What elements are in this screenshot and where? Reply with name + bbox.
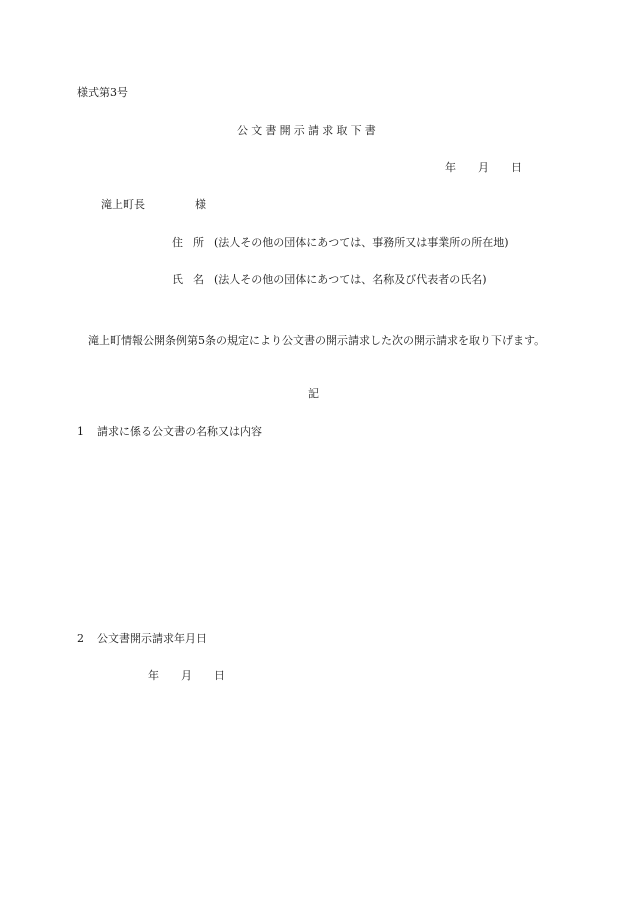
item-request-date — [77, 633, 207, 644]
item-number: 2 — [77, 632, 84, 645]
item-label: 公文書開示請求年月日 — [97, 632, 207, 645]
address-note: (法人その他の団体にあつては、事務所又は事業所の所在地) — [214, 236, 509, 249]
request-date-fields — [148, 670, 225, 681]
date-month-label: 月 — [478, 161, 489, 174]
date-year-label: 年 — [445, 161, 456, 174]
request-year-label: 年 — [148, 669, 159, 682]
requester-name-line — [172, 274, 487, 285]
requester-address-line — [172, 237, 509, 248]
form-number: 様式第3号 — [77, 86, 128, 99]
date-day-label: 日 — [511, 161, 522, 174]
name-note: (法人その他の団体にあつては、名称及び代表者の氏名) — [214, 273, 487, 286]
name-label: 氏名 — [172, 273, 214, 286]
ki-heading: 記 — [308, 387, 319, 400]
address-label: 住所 — [172, 236, 214, 249]
body-paragraph: 滝上町情報公開条例第5条の規定により公文書の開示請求した次の開示請求を取り下げます。 — [88, 334, 546, 347]
item-number: 1 — [77, 425, 84, 438]
submission-date — [445, 162, 522, 173]
request-day-label: 日 — [214, 669, 225, 682]
addressee-name: 滝上町長 — [101, 198, 145, 211]
item-requested-document — [77, 426, 262, 437]
item-label: 請求に係る公文書の名称又は内容 — [97, 425, 262, 438]
request-month-label: 月 — [181, 669, 192, 682]
document-title: 公文書開示請求取下書 — [237, 124, 379, 137]
addressee-honorific: 様 — [195, 198, 206, 211]
addressee — [101, 199, 206, 210]
